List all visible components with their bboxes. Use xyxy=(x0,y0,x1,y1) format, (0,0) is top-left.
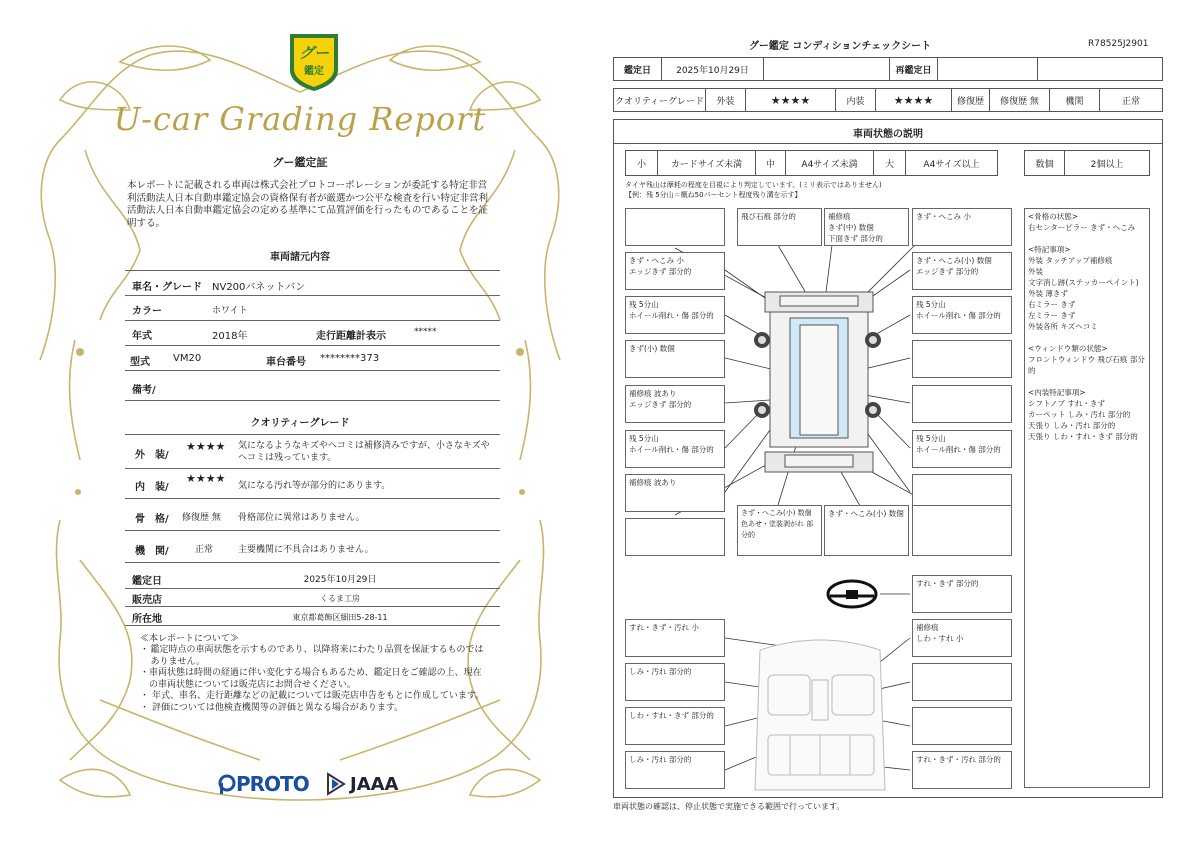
frame-text: 骨格部位に異常はありません。 xyxy=(238,513,365,523)
tire-note-1: タイヤ残山は摩耗の程度を目視により判定しています。(ミリ表示ではありません) xyxy=(625,181,882,189)
note-int-left-2: しみ・汚れ 部分的 xyxy=(625,663,725,701)
note-right-2: 残 5分山 ホイール削れ・傷 部分的 xyxy=(912,296,1012,334)
jaaa-logo: JAAA xyxy=(326,772,399,796)
notes-title: ≪本レポートについて≫ xyxy=(140,634,239,644)
note-item: ・ 評価については他検査機関等の評価と異なる場合があります。 xyxy=(140,702,404,713)
tire-note-2: 【例：残 5分山＝概ね50パーセント程度残り溝を示す】 xyxy=(625,191,802,199)
legend-large: 大 xyxy=(874,151,906,175)
note-top-1 xyxy=(625,208,725,246)
badge-line2: 鑑定 xyxy=(304,66,324,77)
year-value: 2018年 xyxy=(212,331,248,342)
note-left-3: きず(小) 数個 xyxy=(625,340,725,378)
dealer-label: 販売店 xyxy=(132,595,162,606)
note-int-right-2 xyxy=(912,663,1012,701)
note-item: ・ 鑑定時点の車両状態を示すものであり、以降将来にわたり品質を保証するものではありません。 xyxy=(140,645,484,667)
note-right-4 xyxy=(912,385,1012,423)
legend-count: 数個 xyxy=(1025,151,1065,175)
specs-title: 車両諸元内容 xyxy=(270,252,330,263)
frame-value: 修復歴 無 xyxy=(182,513,221,523)
legend-medium-desc: A4サイズ未満 xyxy=(786,151,874,175)
ext-label: 外装 xyxy=(706,89,746,111)
legend-small: 小 xyxy=(626,151,658,175)
condition-title: 車両状態の説明 xyxy=(853,129,923,140)
model-label: 型式 xyxy=(130,357,150,368)
sheet-title: グー鑑定 コンディションチェックシート xyxy=(748,41,932,52)
jaaa-logo-icon xyxy=(326,772,346,796)
ext-text: 気になるようなキズやヘコミは補修済みですが、小さなキズやヘコミは残っています。 xyxy=(238,441,490,463)
year-label: 年式 xyxy=(132,331,152,342)
note-int-right-1: 補修痕 しわ・すれ 小 xyxy=(912,619,1012,657)
color-label: カラー xyxy=(132,306,162,317)
note-bottom-3: きず・へこみ(小) 数個 xyxy=(824,505,909,556)
note-int-right-3 xyxy=(912,707,1012,745)
legend-small-desc: カードサイズ未満 xyxy=(658,151,756,175)
int-stars: ★★★★ xyxy=(186,472,226,485)
proto-logo: PROTO xyxy=(218,772,309,796)
goo-kantei-badge xyxy=(284,30,344,92)
note-top-3: 補修痕 きず(中) 数個 下面きず 部分的 xyxy=(824,208,909,246)
note-bottom-1 xyxy=(625,518,725,556)
footer-note: 車両状態の確認は、停止状態で実施できる範囲で行っています。 xyxy=(613,802,845,811)
engine-label: 機 関/ xyxy=(135,546,169,557)
repair-label: 修復歴 xyxy=(952,89,990,111)
cert-title: グー鑑定証 xyxy=(272,156,328,169)
note-top-2: 飛び石痕 部分的 xyxy=(737,208,822,246)
reappraisal-date-label: 再鑑定日 xyxy=(890,58,938,80)
note-int-left-4: しみ・汚れ 部分的 xyxy=(625,751,725,789)
ext-stars: ★★★★ xyxy=(186,440,226,453)
name-label: 車名・グレード xyxy=(132,282,202,293)
note-left-1: きず・へこみ 小 エッジきず 部分的 xyxy=(625,252,725,290)
engine-value: 正常 xyxy=(195,545,214,555)
color-value: ホワイト xyxy=(212,306,248,316)
proto-logo-icon xyxy=(218,773,236,795)
script-title: U-car Grading Report xyxy=(113,100,487,138)
date-label: 鑑定日 xyxy=(132,576,162,587)
note-right-3 xyxy=(912,340,1012,378)
badge-line1: グー xyxy=(298,44,329,62)
steering-wheel-icon xyxy=(828,581,876,607)
model-value: VM20 xyxy=(173,353,202,364)
note-left-6: 補修痕 波あり xyxy=(625,474,725,512)
quality-grade-label: クオリティーグレード xyxy=(614,89,706,111)
name-value: NV200バネットバン xyxy=(212,282,306,293)
note-left-5: 残 5分山 ホイール削れ・傷 部分的 xyxy=(625,430,725,468)
quality-title: クオリティーグレード xyxy=(250,418,350,429)
mileage-value: ***** xyxy=(414,327,437,337)
note-int-right-4: すれ・きず・汚れ 部分的 xyxy=(912,751,1012,789)
note-right-5: 残 5分山 ホイール削れ・傷 部分的 xyxy=(912,430,1012,468)
sheet-code: R78525J2901 xyxy=(1088,39,1149,49)
address-label: 所在地 xyxy=(132,614,162,625)
appraisal-date-value: 2025年10月29日 xyxy=(662,58,764,80)
remarks-label: 備考/ xyxy=(132,385,156,396)
special-notes: <骨格の状態> 右センターピラー きず・へこみ <特記事項> 外装 タッチアップ補修痕 外装 文字消し跡(ステッカーペイント) 外装 薄きず 右ミラー きず 左ミラー きず 外装各所 キズヘコミ <ウィンドウ類の状態> フロントウィンドウ 飛び石痕 部分的 <内装特記事項> シフトノブ すれ・きず カーペット しみ・汚れ 部分的 天張り しみ・汚れ 部分的 天張り しわ・すれ・きず 部分的 xyxy=(1024,208,1150,788)
repair-value: 修復歴 無 xyxy=(990,89,1050,111)
note-bottom-4 xyxy=(912,505,1012,556)
legend-count-desc: 2個以上 xyxy=(1090,159,1124,170)
note-top-4: きず・へこみ 小 xyxy=(912,208,1012,246)
note-left-2: 残 5分山 ホイール削れ・傷 部分的 xyxy=(625,296,725,334)
ext-label: 外 装/ xyxy=(135,450,169,461)
int-label: 内 装/ xyxy=(135,482,169,493)
date-value: 2025年10月29日 xyxy=(303,575,377,585)
note-left-4: 補修痕 波あり エッジきず 部分的 xyxy=(625,385,725,423)
int-stars: ★★★★ xyxy=(876,89,952,111)
appraisal-date-label: 鑑定日 xyxy=(614,58,662,80)
frame-label: 骨 格/ xyxy=(135,514,169,525)
address-value: 東京都葛飾区細田5-28-11 xyxy=(292,613,388,622)
chassis-value: ********373 xyxy=(320,353,380,364)
note-item: ・ 年式、車名、走行距離などの記載については販売店申告をもとに作成しています。 xyxy=(140,691,485,701)
note-int-left-1: すれ・きず・汚れ 小 xyxy=(625,619,725,657)
note-item: ・ 車両状態は時間の経過に伴い変化する場合もあるため、鑑定日をご確認の上、現在の車両状態については販売店にお問合せください。 xyxy=(140,668,482,690)
note-right-1: きず・へこみ(小) 数個 エッジきず 部分的 xyxy=(912,252,1012,290)
int-label: 内装 xyxy=(836,89,876,111)
note-int-left-3: しわ・すれ・きず 部分的 xyxy=(625,707,725,745)
condition-check-sheet xyxy=(600,0,1200,848)
mileage-label: 走行距離計表示 xyxy=(316,331,386,342)
note-steering: すれ・きず 部分的 xyxy=(912,575,1012,613)
engine-label: 機関 xyxy=(1050,89,1100,111)
ext-stars: ★★★★ xyxy=(746,89,836,111)
dealer-value: くるま工房 xyxy=(320,594,360,603)
legend-large-desc: A4サイズ以上 xyxy=(923,159,980,170)
int-text: 気になる汚れ等が部分的にあります。 xyxy=(238,481,391,491)
engine-value: 正常 xyxy=(1121,96,1140,107)
legend-medium: 中 xyxy=(756,151,786,175)
intro-text: 本レポートに記載される車両は株式会社プロトコーポレーションが委託する特定非営利活動法人日本自動車鑑定協会の資格保有者が厳選かつ公平な検査を行い特定非営利活動法人日本自動車鑑定協会の定める基準にて品質評価を行ったものであることを証明する。 xyxy=(127,180,489,229)
notes-list xyxy=(140,645,490,714)
engine-text: 主要機関に不具合はありません。 xyxy=(238,545,374,555)
note-bottom-2: きず・へこみ(小) 数個 色あせ・塗装剥がれ 部分的 xyxy=(737,505,822,556)
chassis-label: 車台番号 xyxy=(266,357,306,368)
